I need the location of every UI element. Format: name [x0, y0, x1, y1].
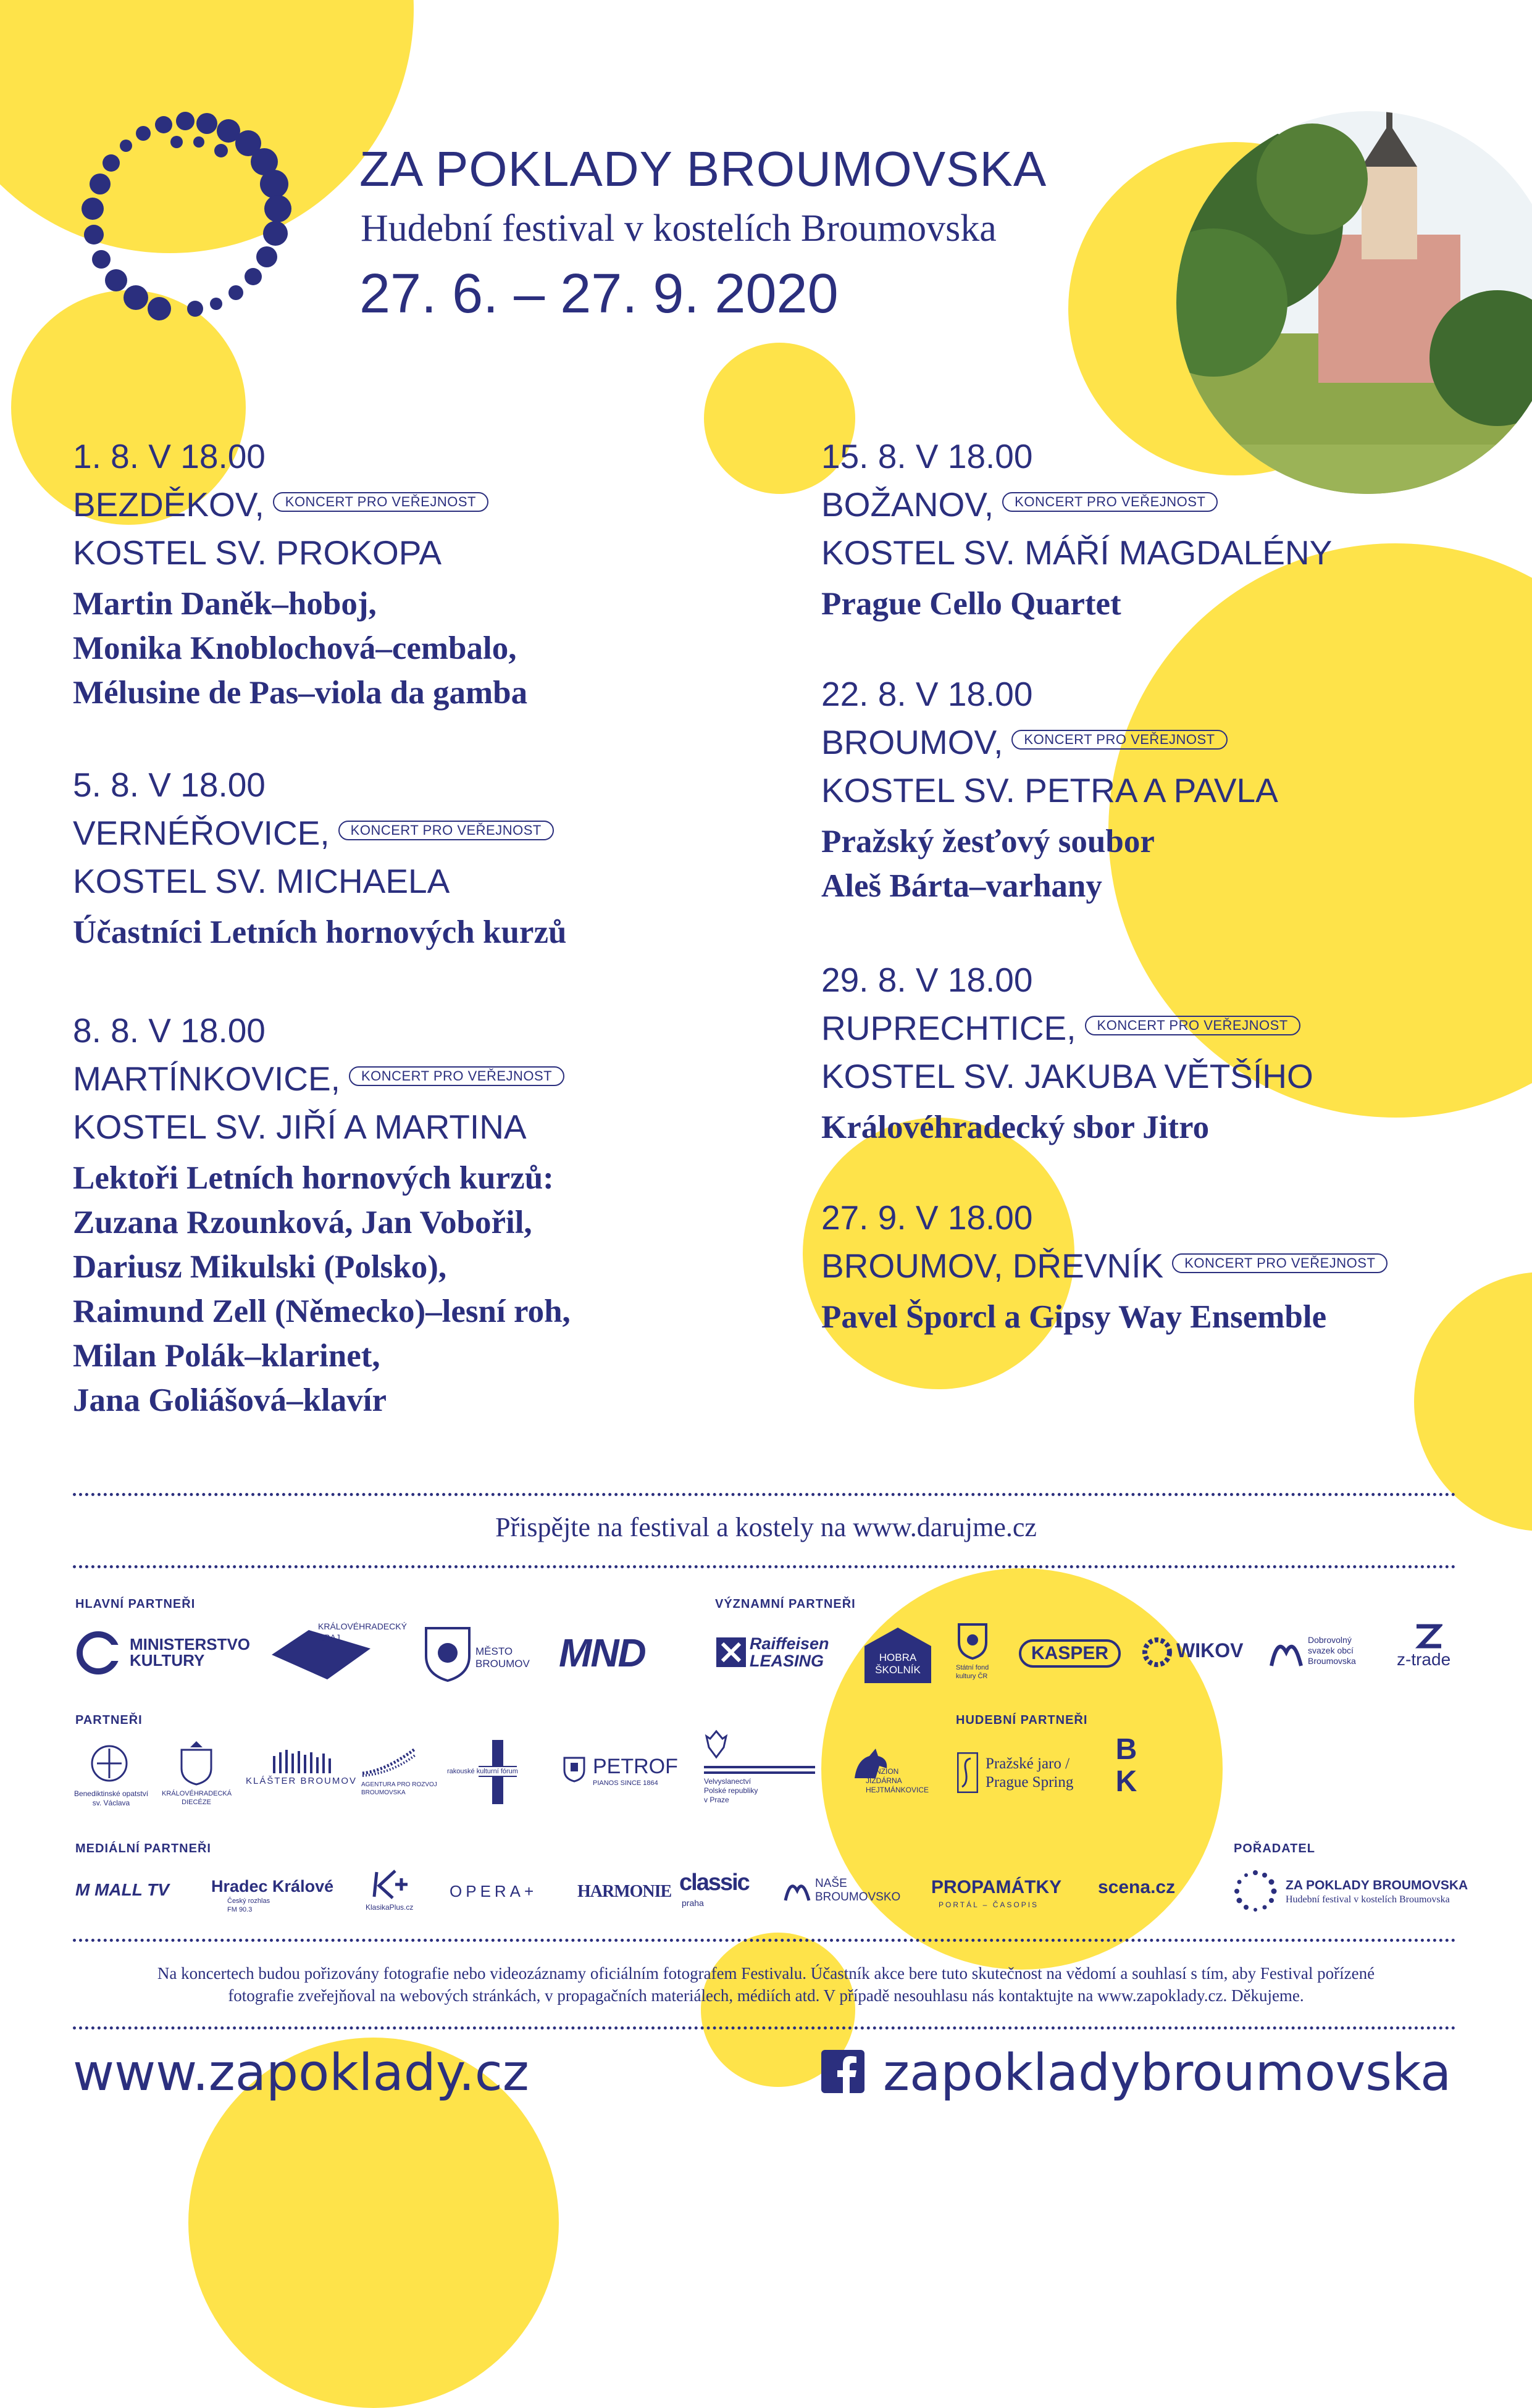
- broumov-logo: MĚSTO BROUMOV: [475, 1645, 530, 1670]
- mall-tv-logo: M MALL TV: [75, 1880, 169, 1899]
- event-time: 15. 8. V 18.00: [821, 437, 1033, 475]
- event-performers: [73, 1156, 571, 1423]
- event-time: 5. 8. V 18.00: [73, 766, 266, 804]
- scena-logo: scena.cz: [1098, 1877, 1176, 1897]
- event-place: BOŽANOV,: [821, 485, 994, 524]
- performer-line: Prague Cello Quartet: [821, 586, 1121, 622]
- event-performers: [821, 1105, 1313, 1150]
- dotted-divider: [73, 1565, 1456, 1568]
- dieceze-icon: [179, 1741, 214, 1786]
- label-partners: PARTNEŘI: [75, 1713, 143, 1727]
- event-drevnik: [821, 1194, 1388, 1339]
- dotted-divider: [73, 2026, 1456, 2030]
- public-concert-badge: KONCERT PRO VEŘEJNOST: [1002, 492, 1218, 512]
- performer-line: Raimund Zell (Německo)–lesní roh,: [73, 1294, 571, 1329]
- classic-logo: classic: [679, 1870, 749, 1896]
- event-church: KOSTEL SV. MICHAELA: [73, 862, 450, 900]
- festival-logo-icon: [68, 105, 315, 364]
- performer-line: Martin Daněk–hoboj,: [73, 586, 377, 622]
- organizer-subtitle: Hudební festival v kostelích Broumovska: [1286, 1894, 1450, 1905]
- opera-plus-logo: OPERA+: [450, 1882, 538, 1900]
- donate-text: Přispějte na festival a kostely na www.darujme.cz: [495, 1512, 1037, 1542]
- event-time: 1. 8. V 18.00: [73, 437, 266, 475]
- benedik-logo: Benediktinské opatství sv. Václava: [73, 1789, 149, 1807]
- event-time: 8. 8. V 18.00: [73, 1011, 266, 1050]
- mnd-logo: MND: [559, 1631, 645, 1675]
- polish-eagle-icon: [704, 1729, 729, 1760]
- raiffeisen-icon: [716, 1637, 746, 1667]
- event-vernerovice: [73, 761, 566, 955]
- polish-flag-icon: [704, 1766, 815, 1775]
- klasika-logo: KlasikaPlus.cz: [366, 1903, 414, 1912]
- event-place: BROUMOV,: [821, 723, 1003, 761]
- label-media-partners: MEDIÁLNÍ PARTNEŘI: [75, 1842, 211, 1855]
- public-concert-badge: KONCERT PRO VEŘEJNOST: [273, 492, 488, 512]
- event-place: VERNÉŘOVICE,: [73, 814, 330, 852]
- nase-broumovsko-logo: NAŠE BROUMOVSKO: [815, 1877, 901, 1904]
- wikov-logo: WIKOV: [1176, 1639, 1244, 1662]
- event-performers: [73, 910, 566, 955]
- prague-spring-icon: [957, 1752, 978, 1793]
- agentura-icon: [361, 1746, 417, 1777]
- event-church: KOSTEL SV. PETRA A PAVLA: [821, 771, 1278, 809]
- event-place: BROUMOV, DŘEVNÍK: [821, 1247, 1164, 1285]
- event-church: KOSTEL SV. JAKUBA VĚTŠÍHO: [821, 1057, 1313, 1095]
- performer-line: Monika Knoblochová–cembalo,: [73, 630, 517, 666]
- event-martinkovice: [73, 1006, 571, 1423]
- ministry-logo: MINISTERSTVO KULTURY: [130, 1635, 251, 1670]
- agentura-logo: AGENTURA PRO ROZVOJ BROUMOVSKA: [361, 1781, 437, 1796]
- hradec-radio-sub: Český rozhlas FM 90.3: [227, 1897, 270, 1913]
- propamatky-sub: PORTÁL – ČASOPIS: [939, 1900, 1039, 1909]
- event-time: 27. 9. V 18.00: [821, 1198, 1033, 1237]
- label-significant-partners: VÝZNAMNÍ PARTNEŘI: [715, 1597, 856, 1611]
- facebook-icon[interactable]: [821, 2050, 864, 2093]
- klaster-icon: [272, 1749, 333, 1773]
- public-concert-badge: KONCERT PRO VEŘEJNOST: [349, 1066, 564, 1086]
- event-place: MARTÍNKOVICE,: [73, 1060, 340, 1098]
- prague-spring-logo: Pražské jaro / Prague Spring: [986, 1755, 1074, 1791]
- event-performers: [73, 582, 527, 715]
- ztrade-logo: z-trade: [1397, 1650, 1451, 1669]
- event-bozanov: [821, 432, 1332, 626]
- performer-line: Pražský žesťový soubor: [821, 824, 1155, 859]
- ministry-logo-icon: [75, 1630, 121, 1676]
- propamatky-logo: PROPAMÁTKY: [931, 1877, 1062, 1897]
- event-place: RUPRECHTICE,: [821, 1009, 1076, 1047]
- dotted-divider: [73, 1493, 1456, 1496]
- harmonie-logo: HARMONIE: [577, 1882, 672, 1901]
- label-main-partners: HLAVNÍ PARTNEŘI: [75, 1597, 196, 1611]
- event-performers: [821, 819, 1278, 908]
- label-organizer: POŘADATEL: [1234, 1842, 1315, 1855]
- event-bezdekov: [73, 432, 527, 715]
- sfk-logo: Státní fond kultury ČR: [956, 1664, 989, 1680]
- kraj-logo: KRÁLOVÉHRADECKÝ KRAJ: [318, 1621, 407, 1642]
- raiffeisen-logo: Raiffeisen LEASING: [750, 1634, 829, 1670]
- organizer-logo-icon: [1234, 1870, 1277, 1914]
- organizer-name: ZA POKLADY BROUMOVSKA: [1286, 1878, 1468, 1892]
- dieceze-logo: KRÁLOVÉHRADECKÁ DIECÉZE: [162, 1790, 232, 1806]
- wikov-icon: [1141, 1636, 1173, 1668]
- public-concert-badge: KONCERT PRO VEŘEJNOST: [338, 821, 554, 840]
- rakousky-logo: rakouské kulturní fórum: [447, 1768, 518, 1775]
- event-church: KOSTEL SV. PROKOPA: [73, 533, 442, 572]
- photo-disclaimer: [62, 1962, 1470, 2007]
- klaster-logo: KLÁŠTER BROUMOV: [246, 1776, 358, 1786]
- kasper-logo: KASPER: [1019, 1639, 1121, 1668]
- velvyslanectvi-logo: Velvyslanectví Polské republiky v Praze: [704, 1777, 758, 1804]
- bk-logo: B K: [1115, 1733, 1137, 1798]
- petrof-logo: PETROF: [593, 1755, 678, 1778]
- classic-sub: praha: [682, 1898, 704, 1908]
- public-concert-badge: KONCERT PRO VEŘEJNOST: [1011, 730, 1227, 750]
- event-broumov: [821, 670, 1278, 908]
- performer-line: Pavel Šporcl a Gipsy Way Ensemble: [821, 1299, 1327, 1335]
- dsob-logo: Dobrovolný svazek obcí Broumovska: [1308, 1635, 1356, 1666]
- sfk-icon: [957, 1623, 988, 1660]
- public-concert-badge: KONCERT PRO VEŘEJNOST: [1172, 1253, 1388, 1273]
- petrof-tagline: PIANOS SINCE 1864: [593, 1779, 658, 1787]
- event-time: 29. 8. V 18.00: [821, 961, 1033, 999]
- ztrade-icon: [1414, 1624, 1442, 1649]
- performer-line: Účastníci Letních hornových kurzů: [73, 914, 567, 950]
- performer-line: Královéhradecký sbor Jitro: [821, 1110, 1210, 1145]
- performer-line: Jana Goliášová–klavír: [73, 1382, 387, 1418]
- hobra-logo: HOBRA ŠKOLNÍK: [875, 1652, 921, 1676]
- event-performers: [821, 1295, 1388, 1339]
- petrof-icon: [562, 1755, 587, 1783]
- event-performers: [821, 582, 1332, 626]
- klasika-icon: [370, 1870, 414, 1899]
- deco-circle-far-right: [1414, 1272, 1532, 1531]
- dsob-icon: [1269, 1634, 1304, 1668]
- performer-line: Mélusine de Pas–viola da gamba: [73, 675, 528, 711]
- performer-line: Aleš Bárta–varhany: [821, 868, 1102, 904]
- nase-broumovsko-icon: [783, 1876, 811, 1903]
- broumov-crest-icon: [423, 1625, 472, 1682]
- event-church: KOSTEL SV. MÁŘÍ MAGDALÉNY: [821, 533, 1333, 572]
- benedik-icon: [90, 1741, 129, 1786]
- facebook-handle[interactable]: zapokladybroumovska: [883, 2044, 1452, 2102]
- event-church: KOSTEL SV. JIŘÍ A MARTINA: [73, 1108, 527, 1146]
- disclaimer-line: Na koncertech budou pořizovány fotografie nebo videozáznamy oficiálním fotografem Festivalu. Účastník akce bere tuto skutečnost na vědomí a souhlasí s tím, aby Festival pořízené: [157, 1964, 1375, 1983]
- hradec-radio-logo: Hradec Králové: [211, 1877, 334, 1896]
- festival-title: ZA POKLADY BROUMOVSKA: [359, 141, 1047, 196]
- public-concert-badge: KONCERT PRO VEŘEJNOST: [1085, 1016, 1300, 1035]
- penzion-logo: PENZION JÍZDÁRNA HEJTMÁNKOVICE: [866, 1767, 929, 1794]
- event-time: 22. 8. V 18.00: [821, 675, 1033, 713]
- festival-dates: 27. 6. – 27. 9. 2020: [359, 263, 839, 325]
- disclaimer-line: fotografie zveřejňoval na webových stránkách, v propagačních materiálech, médiích atd. V případě nesouhlasu nás kontaktujte na www.zapoklady.cz. Děkujeme.: [228, 1986, 1304, 2005]
- performer-line: Lektoři Letních hornových kurzů:: [73, 1160, 554, 1196]
- festival-subtitle: Hudební festival v kostelích Broumovska: [361, 207, 997, 249]
- event-place: BEZDĚKOV,: [73, 485, 264, 524]
- event-ruprechtice: [821, 956, 1313, 1150]
- performer-line: Milan Polák–klarinet,: [73, 1338, 380, 1374]
- performer-line: Zuzana Rzounková, Jan Vobořil,: [73, 1205, 532, 1240]
- performer-line: Dariusz Mikulski (Polsko),: [73, 1249, 447, 1285]
- website-link[interactable]: www.zapoklady.cz: [73, 2044, 529, 2102]
- dotted-divider: [73, 1939, 1456, 1942]
- label-music-partners: HUDEBNÍ PARTNEŘI: [956, 1713, 1088, 1727]
